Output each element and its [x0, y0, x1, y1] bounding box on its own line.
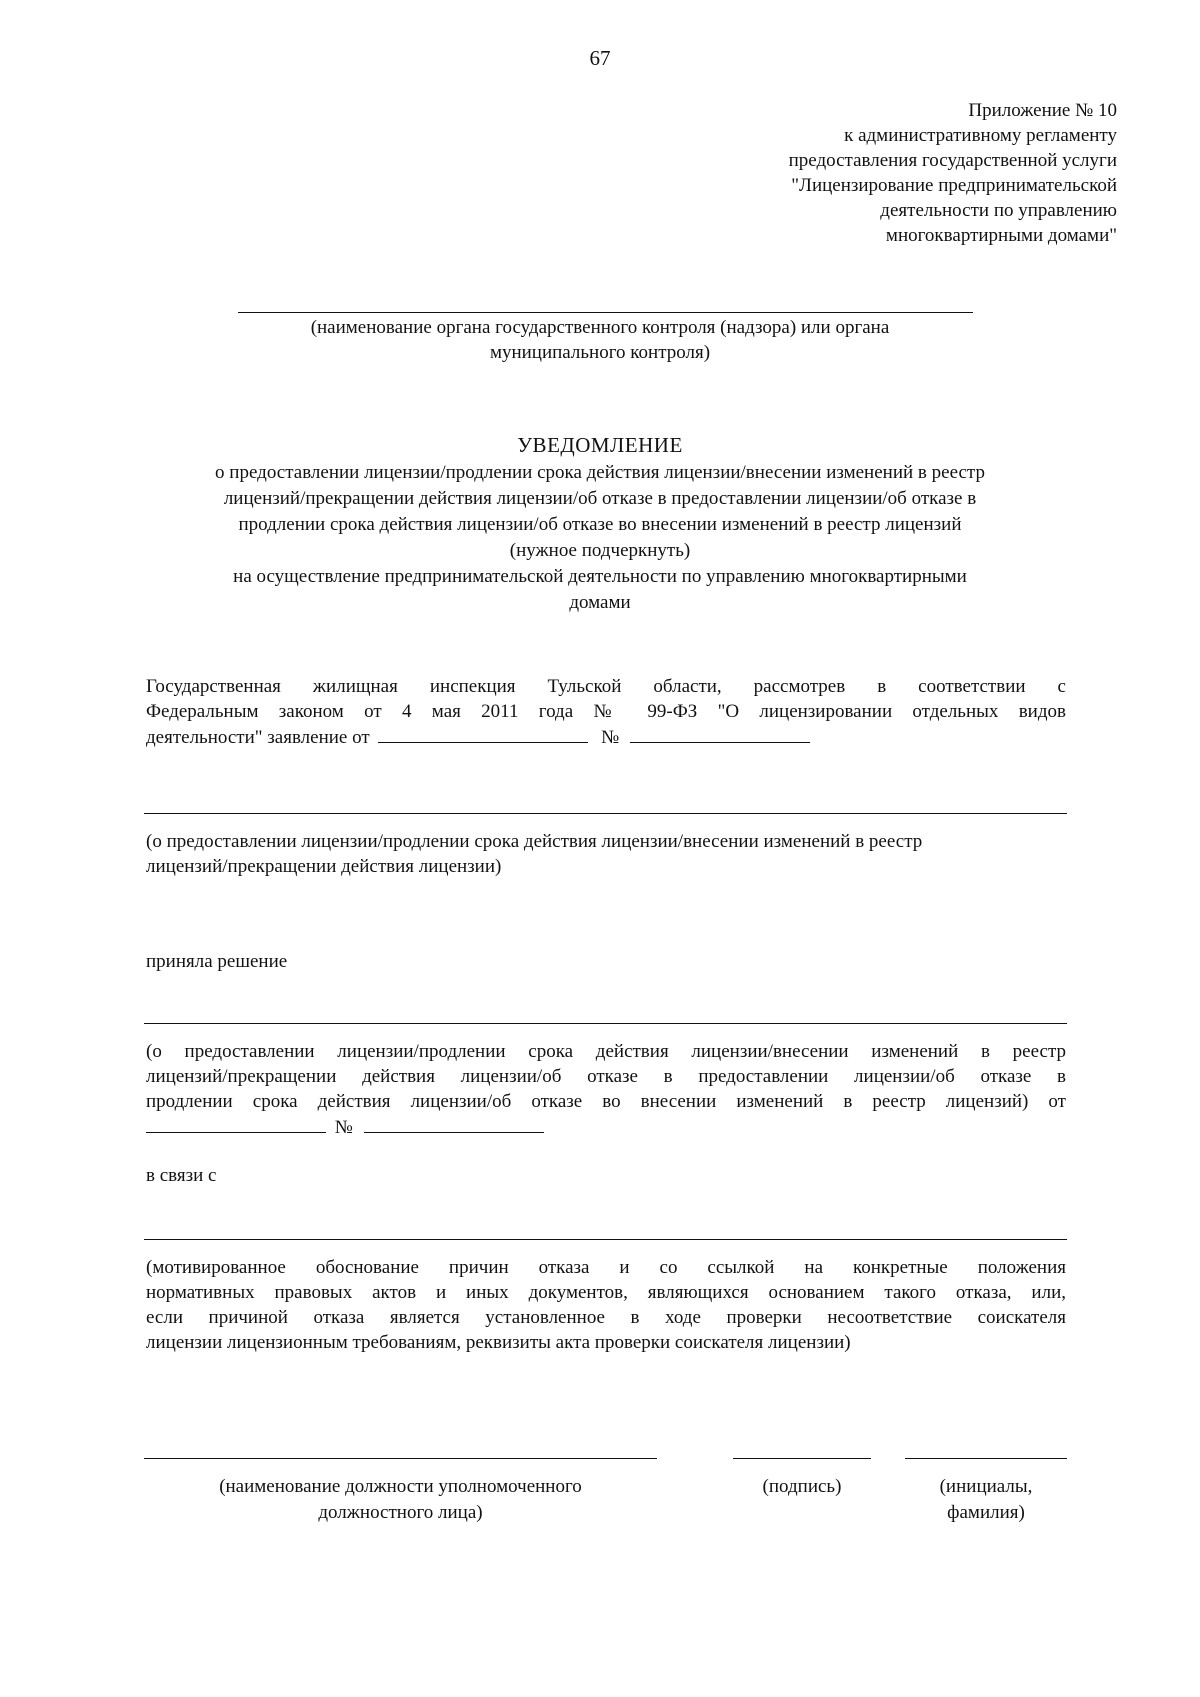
- reason-caption: [146, 1255, 1066, 1355]
- caption-line: (о предоставлении лицензии/продлении срока действия лицензии/внесении изменений в реестр: [146, 831, 923, 852]
- notice-title: УВЕДОМЛЕНИЕ: [517, 433, 683, 457]
- initials-caption-line: (инициалы,: [939, 1476, 1033, 1497]
- position-caption-line: (наименование должности уполномоченного: [219, 1476, 582, 1497]
- caption-line: нормативных правовых актов и иных документов, являющихся основанием такого отказа, или,: [146, 1282, 1066, 1303]
- caption-line: (мотивированное обоснование причин отказа и со ссылкой на конкретные положения: [146, 1257, 1066, 1278]
- application-subject-blank-line[interactable]: [144, 813, 1067, 814]
- reason-label: в связи с: [146, 1165, 217, 1186]
- decision-label: приняла решение: [146, 951, 288, 972]
- initials-caption-line: фамилия): [947, 1502, 1025, 1523]
- org-name-caption: [240, 315, 960, 365]
- notice-subtitle-line: (нужное подчеркнуть): [509, 540, 691, 561]
- body-line-application: [146, 724, 1066, 750]
- page-number: 67: [589, 46, 611, 70]
- appendix-header: [597, 98, 1117, 248]
- appendix-line: Приложение № 10: [968, 100, 1117, 121]
- caption-line: (о предоставлении лицензии/продлении срока действия лицензии/внесении изменений в реестр: [146, 1041, 1066, 1062]
- decision-date-field[interactable]: [146, 1114, 326, 1133]
- notice-subtitle-line: домами: [569, 592, 631, 613]
- appendix-line: деятельности по управлению: [880, 200, 1117, 221]
- position-blank-line[interactable]: [144, 1458, 657, 1459]
- notice-subtitle-line: на осуществление предпринимательской деятельности по управлению многоквартирными: [233, 566, 967, 587]
- number-sign: №: [601, 727, 620, 748]
- decision-blank-line[interactable]: [144, 1023, 1067, 1024]
- appendix-line: к административному регламенту: [844, 125, 1117, 146]
- appendix-line: предоставления государственной услуги: [788, 150, 1117, 171]
- body-paragraph: [146, 674, 1066, 750]
- body-line: Государственная жилищная инспекция Тульской области, рассмотрев в соответствии с: [146, 676, 1066, 697]
- body-line-prefix: деятельности" заявление от: [146, 727, 370, 748]
- decision-date-number-line: [146, 1114, 1066, 1140]
- decision-caption: [146, 1039, 1066, 1140]
- application-number-field[interactable]: [630, 724, 810, 743]
- caption-line: лицензий/прекращении действия лицензии/об отказе в предоставлении лицензии/об отказе в: [146, 1066, 1066, 1087]
- org-caption-line: (наименование органа государственного контроля (надзора) или органа: [310, 317, 890, 338]
- notice-subtitle-line: продлении срока действия лицензии/об отказе во внесении изменений в реестр лицензий: [238, 514, 962, 535]
- application-subject-caption: [146, 829, 1066, 879]
- body-line: Федеральным законом от 4 мая 2011 года № 99-ФЗ "О лицензировании отдельных видов: [146, 701, 1066, 722]
- caption-line: лицензий/прекращении действия лицензии): [146, 856, 502, 877]
- initials-caption: [905, 1474, 1067, 1526]
- initials-blank-line[interactable]: [905, 1458, 1067, 1459]
- reason-blank-line[interactable]: [144, 1239, 1067, 1240]
- notice-subtitle-line: лицензий/прекращении действия лицензии/об отказе в предоставлении лицензии/об отказе в: [223, 488, 977, 509]
- position-caption: [144, 1474, 657, 1526]
- caption-line: продлении срока действия лицензии/об отказе во внесении изменений в реестр лицензий) от: [146, 1091, 1066, 1112]
- notice-subtitle: [140, 460, 1060, 616]
- org-name-blank-line[interactable]: [238, 312, 973, 313]
- caption-line: лицензии лицензионным требованиям, реквизиты акта проверки соискателя лицензии): [146, 1332, 851, 1353]
- application-date-field[interactable]: [378, 724, 588, 743]
- position-caption-line: должностного лица): [318, 1502, 483, 1523]
- appendix-line: "Лицензирование предпринимательской: [791, 175, 1117, 196]
- appendix-line: многоквартирными домами": [885, 225, 1117, 246]
- decision-number-field[interactable]: [364, 1114, 544, 1133]
- number-sign: №: [334, 1117, 353, 1138]
- signature-blank-line[interactable]: [733, 1458, 871, 1459]
- caption-line: если причиной отказа является установленное в ходе проверки несоответствие соискателя: [146, 1307, 1066, 1328]
- notice-subtitle-line: о предоставлении лицензии/продлении срока действия лицензии/внесении изменений в реестр: [215, 462, 985, 483]
- org-caption-line: муниципального контроля): [489, 342, 711, 363]
- signature-caption: (подпись): [762, 1476, 842, 1497]
